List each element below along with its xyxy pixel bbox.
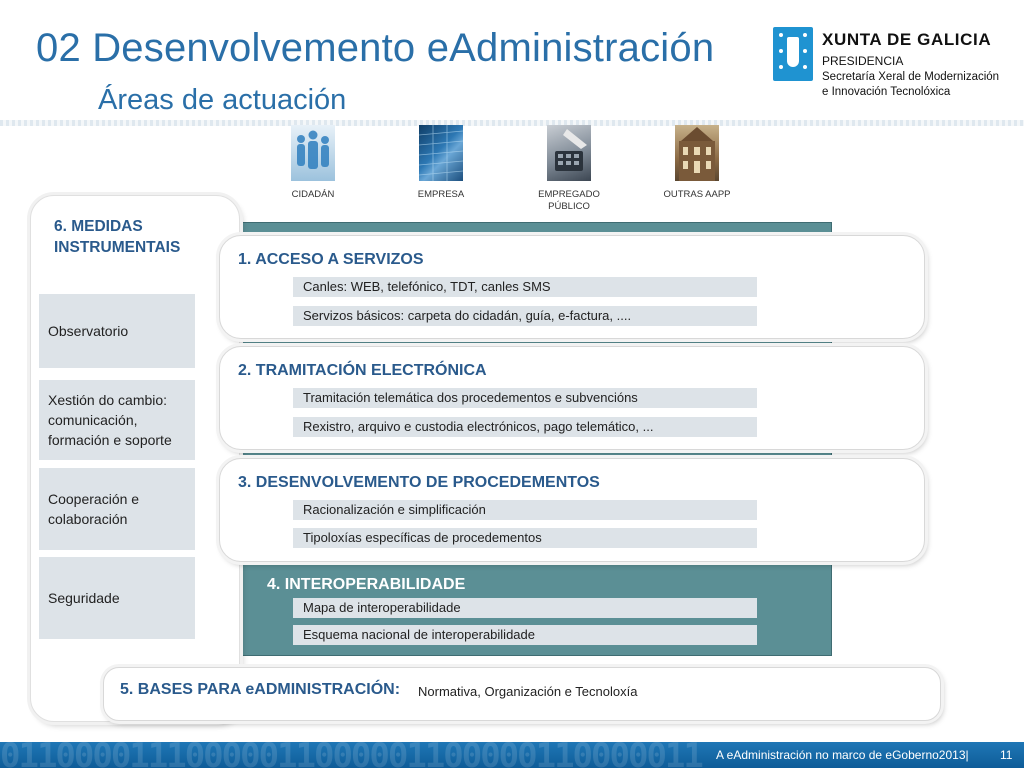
area-item: Mapa de interoperabilidade: [293, 598, 757, 618]
instrumental-item-label: Xestión do cambio: comunicación, formación e soporte: [48, 392, 172, 448]
logo-department: PRESIDENCIA: [822, 54, 904, 68]
bases-text: Normativa, Organización e Tecnoloxía: [418, 684, 638, 699]
page-subtitle: Áreas de actuación: [98, 84, 347, 116]
logo-secretariat: [822, 70, 1022, 100]
header-divider: [0, 120, 1024, 126]
area-item: Esquema nacional de interoperabilidade: [293, 625, 757, 645]
page-number: 11: [1000, 748, 1013, 762]
instrumental-item-cooperacion: [39, 468, 195, 550]
instrumental-item-seguridade: [39, 557, 195, 639]
area-item: Canles: WEB, telefónico, TDT, canles SMS: [293, 277, 757, 297]
other-administrations-building-image: [675, 125, 719, 181]
logo-secretariat-line1: Secretaría Xeral de Modernización: [822, 71, 1000, 83]
public-employee-image: [547, 125, 591, 181]
area-item: Racionalización e simplificación: [293, 500, 757, 520]
xunta-shield-logo: [773, 27, 813, 81]
instrumental-measures-title: 6. MEDIDAS INSTRUMENTAIS: [54, 218, 181, 256]
footer-caption: A eAdministración no marco de eGoberno2013|: [716, 748, 969, 762]
page-title: 02 Desenvolvemento eAdministración: [36, 26, 715, 70]
actor-label-empresa: EMPRESA: [417, 189, 465, 200]
area-interoperabilidade-title: 4. INTEROPERABILIDADE: [267, 576, 466, 593]
area-tramitacion-title: 2. TRAMITACIÓN ELECTRÓNICA: [238, 362, 487, 379]
instrumental-item-xestion-cambio: [39, 380, 195, 460]
actor-label-empregado-publico: EMPREGADO PÚBLICO: [538, 189, 600, 212]
area-item: Tipoloxías específicas de procedementos: [293, 528, 757, 548]
actor-label-cidadan: CIDADÁN: [291, 189, 335, 200]
logo-secretariat-line2: e Innovación Tecnolóxica: [822, 86, 951, 98]
area-acceso-servizos-title: 1. ACCESO A SERVIZOS: [238, 251, 424, 268]
actor-label-outras-aapp: OUTRAS AAPP: [663, 189, 731, 200]
instrumental-item-label: Observatorio: [48, 323, 129, 339]
area-item: Rexistro, arquivo e custodia electrónicos, pago telemático, ...: [293, 417, 757, 437]
area-procedementos-title: 3. DESENVOLVEMENTO DE PROCEDEMENTOS: [238, 474, 600, 491]
logo-name: XUNTA DE GALICIA: [822, 30, 992, 49]
instrumental-item-label: Seguridade: [48, 590, 120, 606]
area-item: Tramitación telemática dos procedementos e subvencións: [293, 388, 757, 408]
instrumental-item-observatorio: [39, 294, 195, 368]
footer-binary-pattern: 01100001110000011000001100000110000011: [0, 736, 702, 776]
bases-title: 5. BASES PARA eADMINISTRACIÓN:: [120, 681, 401, 698]
area-item: Servizos básicos: carpeta do cidadán, guía, e-factura, ....: [293, 306, 757, 326]
citizens-image: [291, 125, 335, 181]
instrumental-item-label: Cooperación e colaboración: [48, 491, 140, 527]
business-building-image: [419, 125, 463, 181]
